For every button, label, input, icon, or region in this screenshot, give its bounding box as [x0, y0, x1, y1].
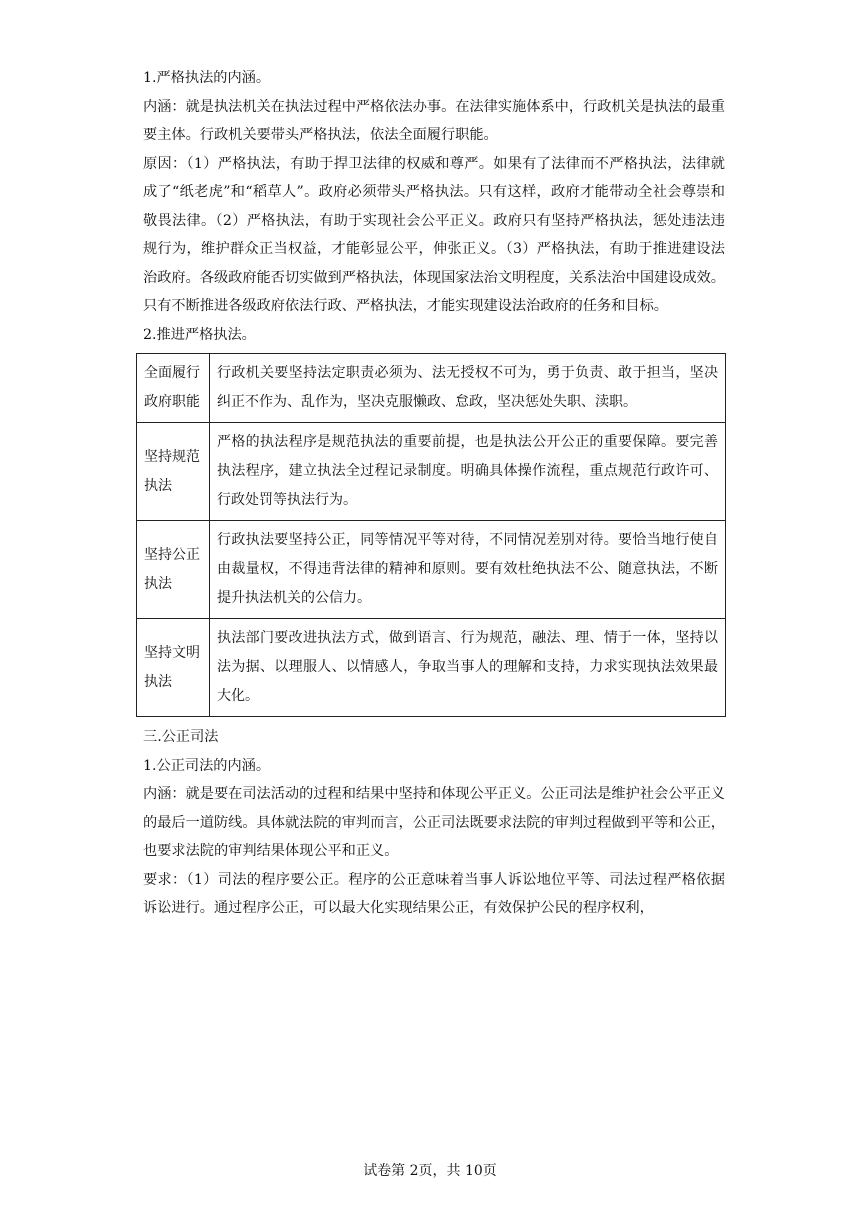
row-content: 执法部门要改进执法方式，做到语言、行为规范，融法、理、情于一体，坚持以法为据、以理服人、以情感人，争取当事人的理解和支持，力求实现执法效果最大化。	[210, 619, 726, 717]
row-label: 坚持文明执法	[137, 619, 210, 717]
enforcement-table	[136, 353, 726, 717]
paragraph-justice-definition: 内涵：就是要在司法活动的过程和结果中坚持和体现公平正义。公正司法是维护社会公平正义的最后一道防线。具体就法院的审判而言，公正司法既要求法院的审判过程做到平等和公正，也要求法院的审判结果体现公平和正义。	[143, 786, 725, 859]
section-subheading: 1.公正司法的内涵。	[143, 757, 271, 774]
paragraph-reasons: 原因：（1）严格执法，有助于捍卫法律的权威和尊严。如果有了法律而不严格执法，法律就成了“纸老虎”和“稻草人”。政府必须带头严格执法。只有这样，政府才能带动全社会尊崇和敬畏法律。（2）严格执法，有助于实现社会公平正义。政府只有坚持严格执法，惩处违法违规行为，维护群众正当权益，才能彰显公平，伸张正义。（3）严格执法，有助于推进建设法治政府。各级政府能否切实做到严格执法，体现国家法治文明程度，关系法治中国建设成效。只有不断推进各级政府依法行政、严格执法，才能实现建设法治政府的任务和目标。	[143, 155, 725, 314]
row-label: 全面履行政府职能	[137, 354, 210, 423]
row-label: 坚持规范执法	[137, 423, 210, 521]
paragraph-justice-requirements: 要求：（1）司法的程序要公正。程序的公正意味着当事人诉讼地位平等、司法过程严格依据诉讼进行。通过程序公正，可以最大化实现结果公正，有效保护公民的程序权利，	[143, 871, 725, 916]
row-content: 严格的执法程序是规范执法的重要前提，也是执法公开公正的重要保障。要完善执法程序，建立执法全过程记录制度。明确具体操作流程，重点规范行政许可、行政处罚等执法行为。	[210, 423, 726, 521]
section-heading: 2.推进严格执法。	[143, 326, 256, 343]
section-heading: 三.公正司法	[143, 729, 219, 745]
row-label: 坚持公正执法	[137, 521, 210, 619]
row-content: 行政执法要坚持公正，同等情况平等对待，不同情况差别对待。要恰当地行使自由裁量权，不得违背法律的精神和原则。要有效杜绝执法不公、随意执法，不断提升执法机关的公信力。	[210, 521, 726, 619]
document-body	[143, 64, 725, 923]
row-content: 行政机关要坚持法定职责必须为、法无授权不可为，勇于负责、敢于担当，坚决纠正不作为、乱作为，坚决克服懒政、怠政，坚决惩处失职、渎职。	[210, 354, 726, 423]
table-row	[137, 521, 726, 619]
table-row	[137, 619, 726, 717]
table-row	[137, 354, 726, 423]
paragraph-definition: 内涵：就是执法机关在执法过程中严格依法办事。在法律实施体系中，行政机关是执法的最重要主体。行政机关要带头严格执法，依法全面履行职能。	[143, 98, 725, 143]
page-footer: 试卷第 2页，共 10页	[363, 1163, 497, 1179]
section-heading: 1.严格执法的内涵。	[143, 70, 271, 86]
table-row	[137, 423, 726, 521]
